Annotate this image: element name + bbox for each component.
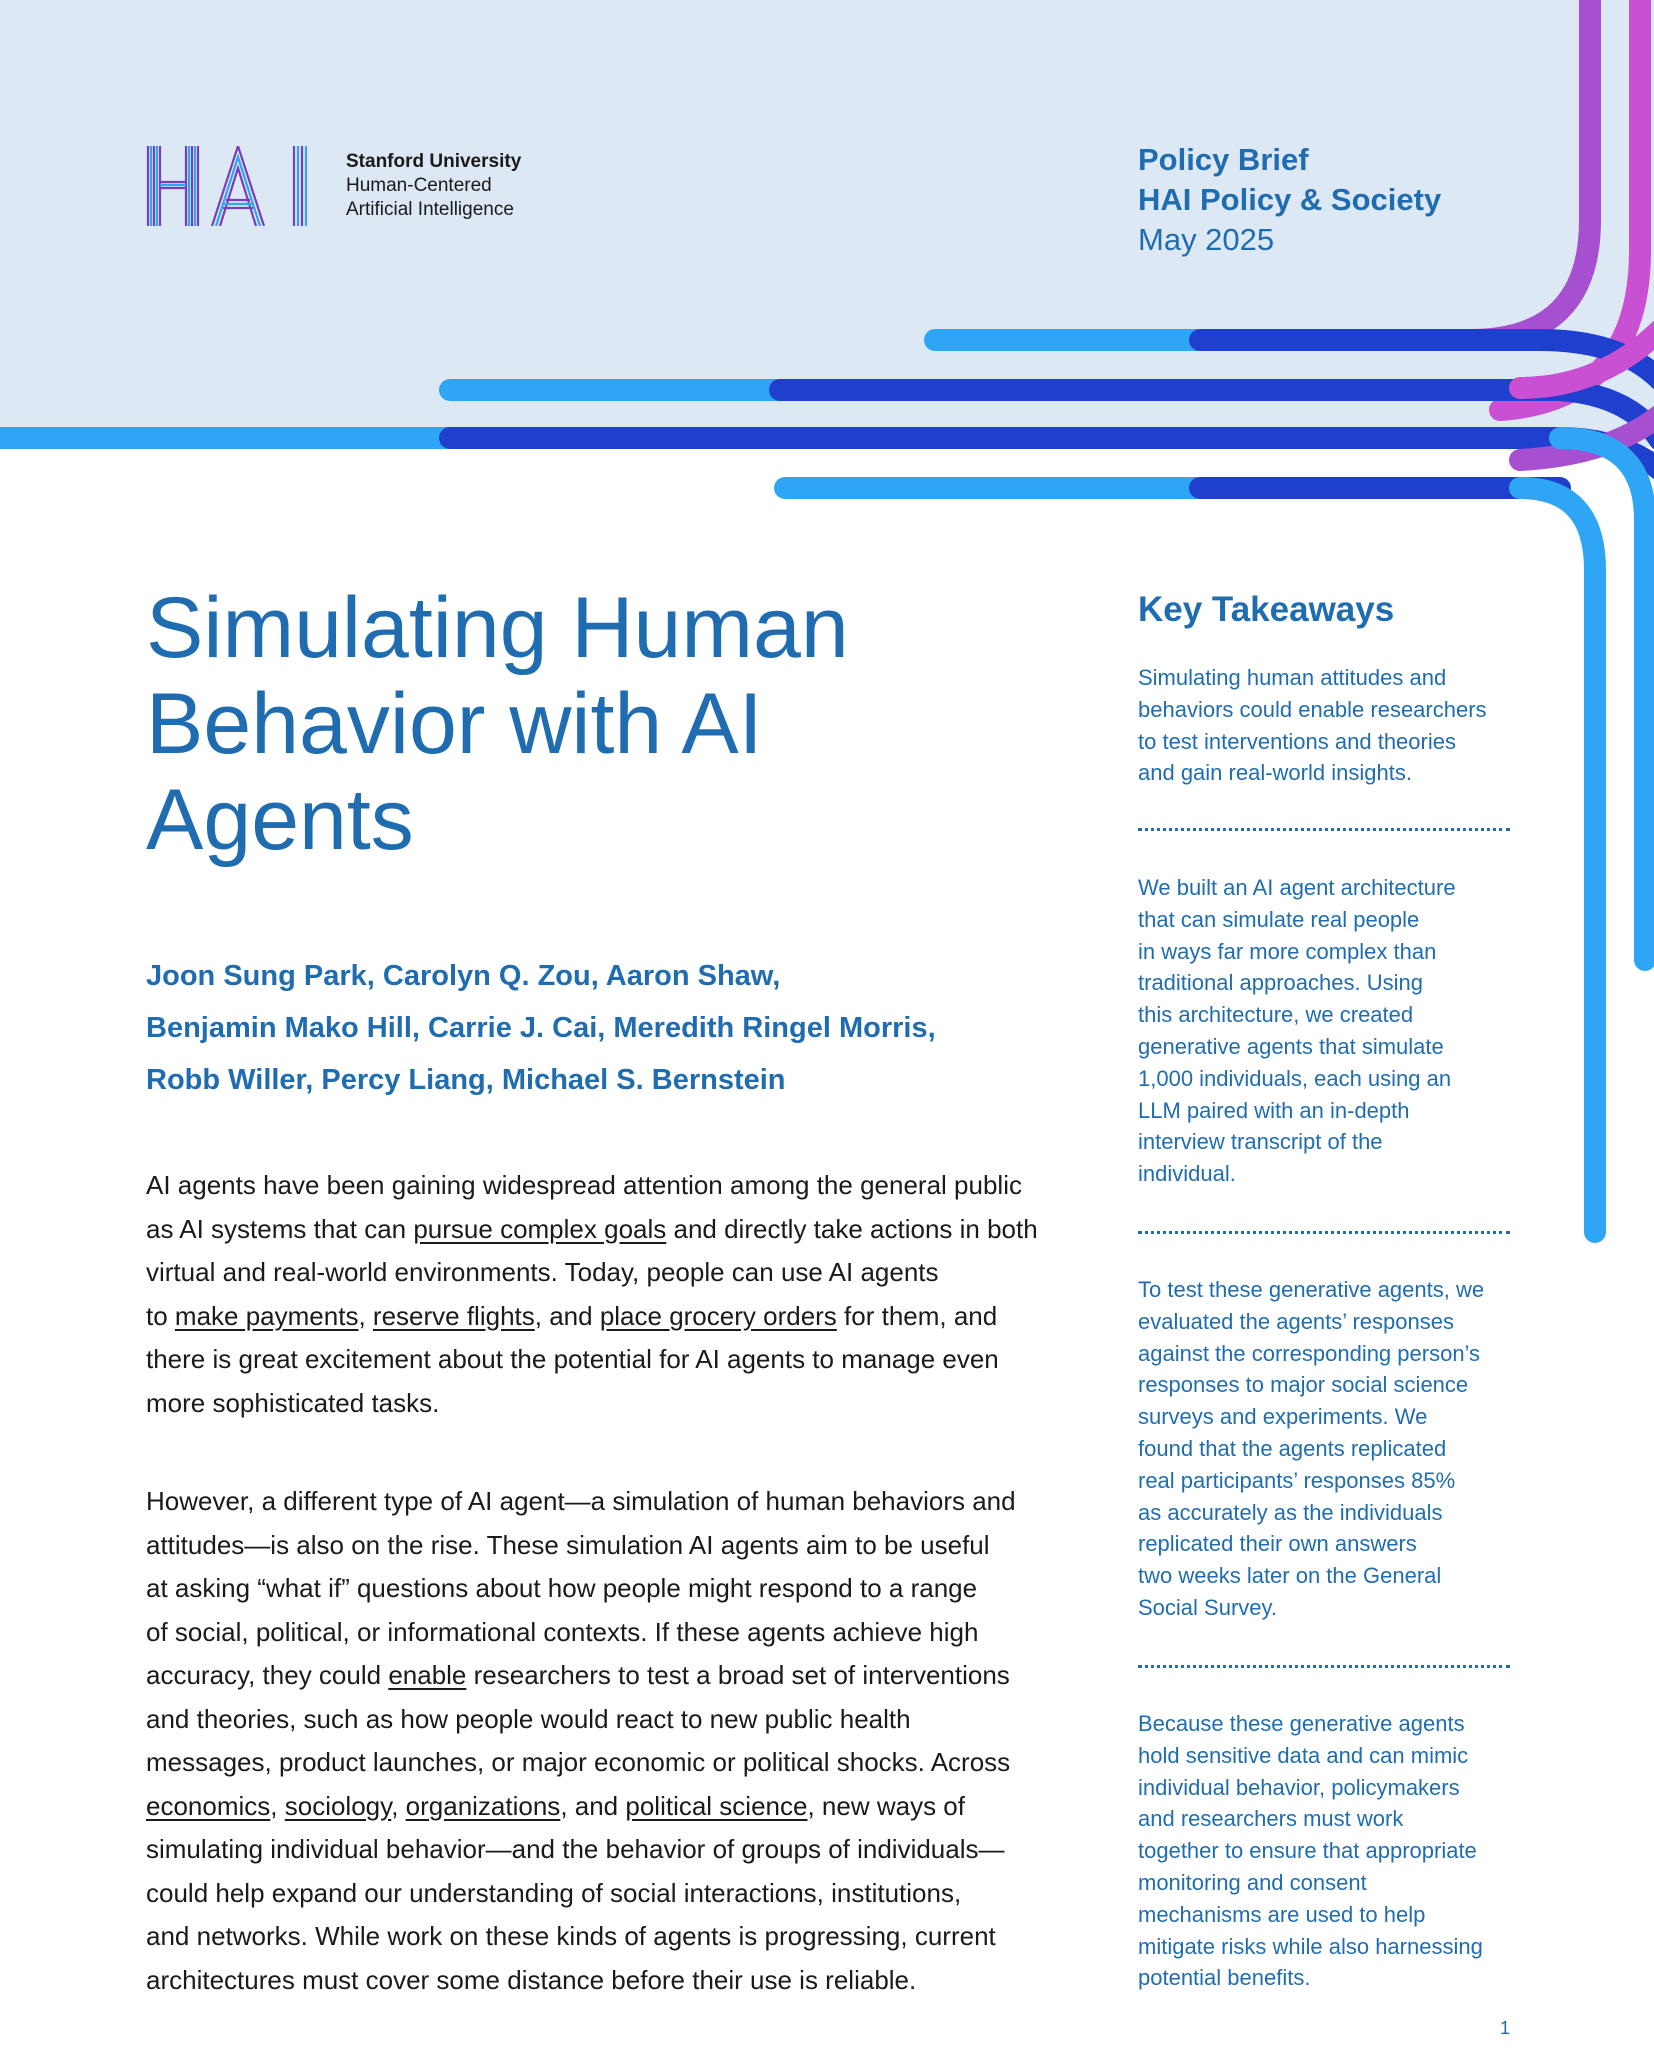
page-title bbox=[146, 580, 966, 868]
text-line: AI agents have been gaining widespread attention among the general public bbox=[146, 1170, 1022, 1200]
logo-line-3: Artificial Intelligence bbox=[346, 199, 514, 220]
takeaway-line: LLM paired with an in-depth bbox=[1138, 1097, 1410, 1123]
body-paragraph-1 bbox=[146, 1164, 1076, 1425]
link-pursue-complex-goals[interactable]: pursue complex goals bbox=[413, 1213, 667, 1244]
takeaway-line: We built an AI agent architecture bbox=[1138, 875, 1456, 900]
takeaway-line: against the corresponding person’s bbox=[1138, 1340, 1481, 1366]
takeaway-line: in ways far more complex than bbox=[1138, 938, 1437, 964]
takeaway-line: two weeks later on the General bbox=[1138, 1563, 1442, 1589]
vertical-blue-1 bbox=[1520, 488, 1595, 1232]
takeaway-line: replicated their own answers bbox=[1138, 1531, 1417, 1557]
logo-wordmark bbox=[346, 150, 521, 222]
takeaway-4 bbox=[1138, 1708, 1518, 1994]
page-number: 1 bbox=[1500, 2018, 1511, 2038]
text-line: and networks. While work on these kinds of agents is progressing, current bbox=[146, 1921, 996, 1951]
link-political-science[interactable]: political science bbox=[625, 1790, 808, 1821]
link-enable[interactable]: enable bbox=[388, 1660, 467, 1690]
text-line: architectures must cover some distance before their use is reliable. bbox=[146, 1964, 917, 1995]
text-line: more sophisticated tasks. bbox=[146, 1387, 440, 1418]
takeaway-line: found that the agents replicated bbox=[1138, 1435, 1447, 1461]
text-line: attitudes—is also on the rise. These simulation AI agents aim to be useful bbox=[146, 1529, 990, 1560]
takeaway-line: interview transcript of the bbox=[1138, 1129, 1383, 1155]
takeaway-3 bbox=[1138, 1274, 1518, 1624]
takeaway-line: Because these generative agents bbox=[1138, 1711, 1465, 1736]
brief-series: HAI Policy & Society bbox=[1138, 182, 1442, 217]
text-line: simulating individual behavior—and the behavior of groups of individuals— bbox=[146, 1834, 1005, 1864]
takeaway-line: mitigate risks while also harnessing bbox=[1138, 1933, 1483, 1959]
takeaway-line: traditional approaches. Using bbox=[1138, 970, 1423, 996]
logo-line-2: Human-Centered bbox=[346, 175, 492, 196]
text-line: as AI systems that can pursue complex goals and directly take actions in both bbox=[146, 1213, 1038, 1244]
brief-type: Policy Brief bbox=[1138, 142, 1309, 177]
takeaway-line: and researchers must work bbox=[1138, 1806, 1404, 1832]
takeaway-line: that can simulate real people bbox=[1138, 906, 1420, 932]
takeaway-line: monitoring and consent bbox=[1138, 1869, 1367, 1895]
link-reserve-flights[interactable]: reserve flights bbox=[372, 1300, 535, 1331]
key-takeaways-heading: Key Takeaways bbox=[1138, 590, 1395, 629]
text-line: accuracy, they could enable researchers to test a broad set of interventions bbox=[146, 1660, 1010, 1690]
link-organizations[interactable]: organizations bbox=[405, 1790, 561, 1821]
logo-university: Stanford University bbox=[346, 151, 522, 172]
title-line: Simulating Human bbox=[146, 580, 849, 676]
brief-date: May 2025 bbox=[1138, 222, 1275, 257]
link-economics[interactable]: economics bbox=[146, 1790, 271, 1821]
takeaway-line: Simulating human attitudes and bbox=[1138, 665, 1447, 690]
takeaway-line: evaluated the agents’ responses bbox=[1138, 1308, 1454, 1334]
takeaway-line: individual behavior, policymakers bbox=[1138, 1774, 1460, 1800]
author-line: Benjamin Mako Hill, Carrie J. Cai, Meredith Ringel Morris, bbox=[146, 1012, 936, 1044]
takeaway-line: to test interventions and theories bbox=[1138, 728, 1456, 754]
title-line: Agents bbox=[146, 772, 414, 868]
text-line: messages, product launches, or major economic or political shocks. Across bbox=[146, 1747, 1011, 1777]
takeaway-line: together to ensure that appropriate bbox=[1138, 1838, 1477, 1864]
takeaway-line: as accurately as the individuals bbox=[1138, 1499, 1443, 1525]
text-line: However, a different type of AI agent—a simulation of human behaviors and bbox=[146, 1486, 1016, 1516]
text-line: at asking “what if” questions about how people might respond to a range bbox=[146, 1573, 978, 1603]
takeaway-line: Social Survey. bbox=[1138, 1594, 1277, 1620]
takeaway-divider bbox=[1138, 1665, 1510, 1668]
title-line: Behavior with AI bbox=[146, 676, 763, 772]
takeaway-line: To test these generative agents, we bbox=[1138, 1277, 1485, 1302]
text-line: could help expand our understanding of social interactions, institutions, bbox=[146, 1877, 962, 1908]
takeaway-line: potential benefits. bbox=[1138, 1965, 1311, 1991]
line-row-3-dark bbox=[450, 438, 1654, 470]
takeaway-line: behaviors could enable researchers bbox=[1138, 696, 1487, 722]
author-list bbox=[146, 950, 1046, 1106]
link-place-grocery-orders[interactable]: place grocery orders bbox=[599, 1300, 837, 1331]
hai-logo-mark bbox=[146, 146, 326, 226]
text-line: there is great excitement about the potential for AI agents to manage even bbox=[146, 1344, 999, 1374]
takeaway-line: this architecture, we created bbox=[1138, 1002, 1414, 1028]
text-line: virtual and real-world environments. Today, people can use AI agents bbox=[146, 1257, 939, 1287]
link-sociology[interactable]: sociology bbox=[284, 1790, 392, 1821]
takeaway-line: surveys and experiments. We bbox=[1138, 1404, 1428, 1430]
body-paragraph-2 bbox=[146, 1480, 1076, 2002]
text-line: to make payments, reserve flights, and place grocery orders for them, and bbox=[146, 1300, 998, 1331]
takeaway-2 bbox=[1138, 872, 1518, 1190]
text-line: and theories, such as how people would react to new public health bbox=[146, 1703, 911, 1734]
takeaway-line: mechanisms are used to help bbox=[1138, 1901, 1426, 1927]
takeaway-line: hold sensitive data and can mimic bbox=[1138, 1742, 1469, 1768]
takeaway-divider bbox=[1138, 828, 1510, 831]
takeaway-line: generative agents that simulate bbox=[1138, 1033, 1444, 1059]
takeaway-line: and gain real-world insights. bbox=[1138, 760, 1412, 786]
author-line: Joon Sung Park, Carolyn Q. Zou, Aaron Shaw, bbox=[146, 960, 781, 992]
takeaway-line: responses to major social science bbox=[1138, 1372, 1469, 1398]
takeaway-line: 1,000 individuals, each using an bbox=[1138, 1065, 1452, 1091]
brief-header bbox=[1138, 140, 1441, 260]
text-line: of social, political, or informational contexts. If these agents achieve high bbox=[146, 1616, 979, 1647]
author-line: Robb Willer, Percy Liang, Michael S. Bernstein bbox=[146, 1064, 786, 1096]
takeaway-1 bbox=[1138, 662, 1518, 789]
text-line: economics, sociology, organizations, and political science, new ways of bbox=[146, 1790, 965, 1821]
takeaway-divider bbox=[1138, 1231, 1510, 1234]
takeaway-line: individual. bbox=[1138, 1161, 1236, 1187]
link-make-payments[interactable]: make payments bbox=[174, 1300, 359, 1331]
takeaway-line: real participants’ responses 85% bbox=[1138, 1467, 1456, 1493]
